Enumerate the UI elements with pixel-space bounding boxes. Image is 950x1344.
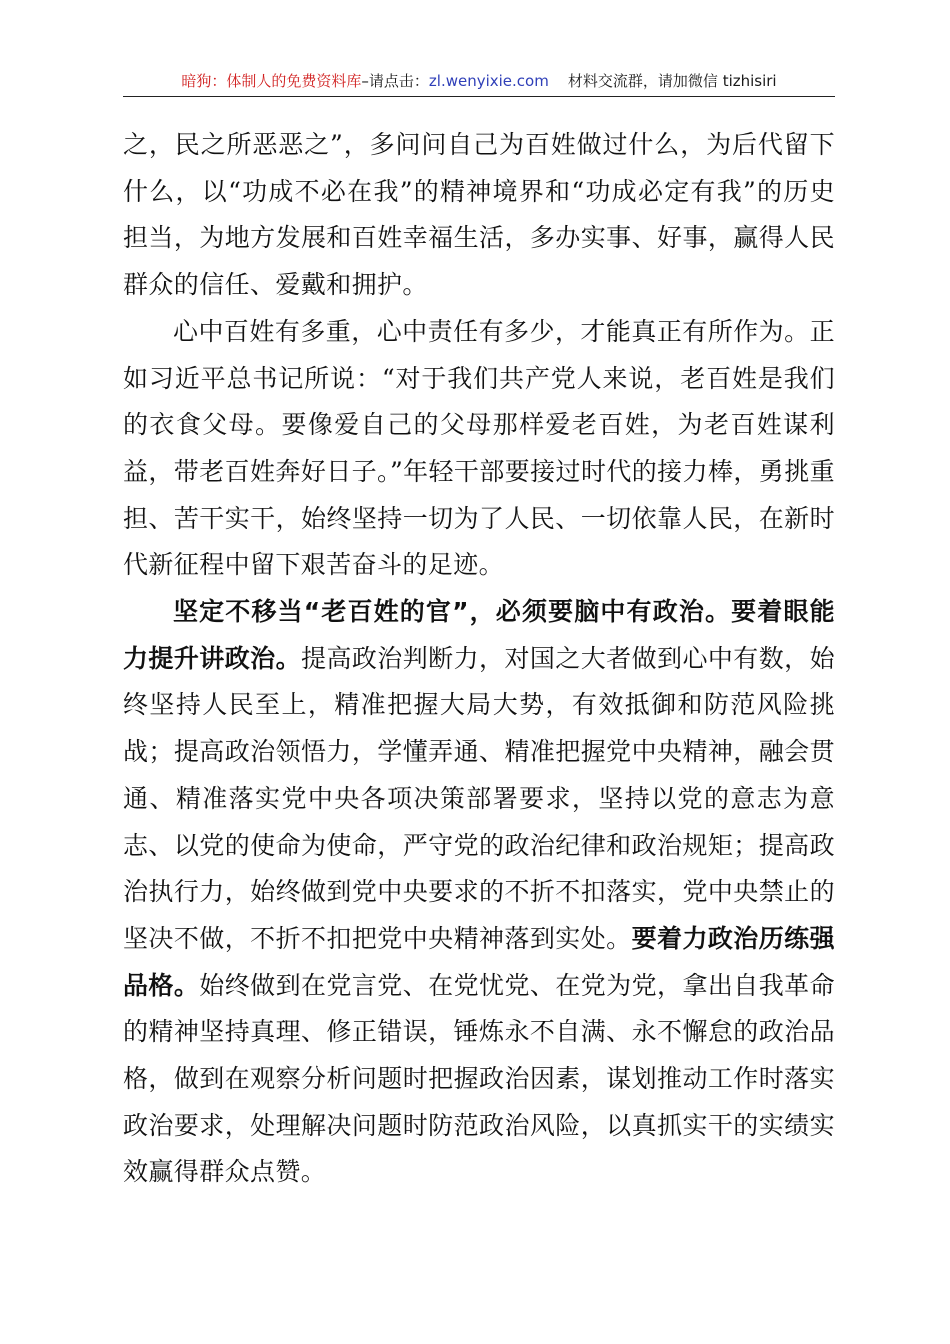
paragraph-1: 之，民之所恶恶之”，多问问自己为百姓做过什么，为后代留下什么，以“功成不必在我”的精神境界和“功成必定有我”的历史担当，为地方发展和百姓幸福生活，多办实事、好事，赢得人民群众的信任、爱戴和拥护。 (123, 130, 835, 300)
header-divider (123, 96, 835, 97)
paragraph-3 (123, 589, 835, 1196)
header-wechat-note: 材料交流群，请加微信 tizhisiri (567, 72, 777, 90)
paragraph-3-bold-heading: 坚定不移当“老百姓的官”，必须要脑中有政治。要着眼能力提升讲政治。 (123, 597, 835, 673)
header-url-link[interactable]: zl.wenyixie.com (428, 72, 549, 90)
header-brand: 暗狗：体制人的免费资料库 (181, 72, 362, 90)
paragraph-3-bold-subheading: 要着力政治历练强品格。 (123, 923, 835, 1000)
paragraph-3-text: 提高政治判断力，对国之大者做到心中有数，始终坚持人民至上，精准把握大局大势，有效抵御和防范风险挑战；提高政治领悟力，学懂弄通、精准把握党中央精神，融会贯通、精准落实党中央各项决策部署要求，坚持以党的意志为意志、以党的使命为使命，严守党的政治纪律和政治规矩；提高政治执行力，始终做到党中央要求的不折不扣落实，党中央禁止的坚决不做，不折不扣把党中央精神落到实处。 (123, 643, 835, 953)
paragraph-2: 心中百姓有多重，心中责任有多少，才能真正有所作为。正如习近平总书记所说：“对于我们共产党人来说，老百姓是我们的衣食父母。要像爱自己的父母那样爱老百姓，为老百姓谋利益，带老百姓奔好日子。”年轻干部要接过时代的接力棒，勇挑重担、苦干实干，始终坚持一切为了人民、一切依靠人民，在新时代新征程中留下艰苦奋斗的足迹。 (123, 316, 835, 580)
page-header (123, 68, 835, 94)
header-click-prefix: –请点击： (361, 72, 429, 90)
paragraph-3-text-2: 始终做到在党言党、在党忧党、在党为党，拿出自我革命的精神坚持真理、修正错误，锤炼永不自满、永不懈怠的政治品格，做到在观察分析问题时把握政治因素，谋划推动工作时落实政治要求，处理解决问题时防范政治风险，以真抓实干的实绩实效赢得群众点赞。 (123, 970, 835, 1187)
document-body (123, 122, 835, 1196)
